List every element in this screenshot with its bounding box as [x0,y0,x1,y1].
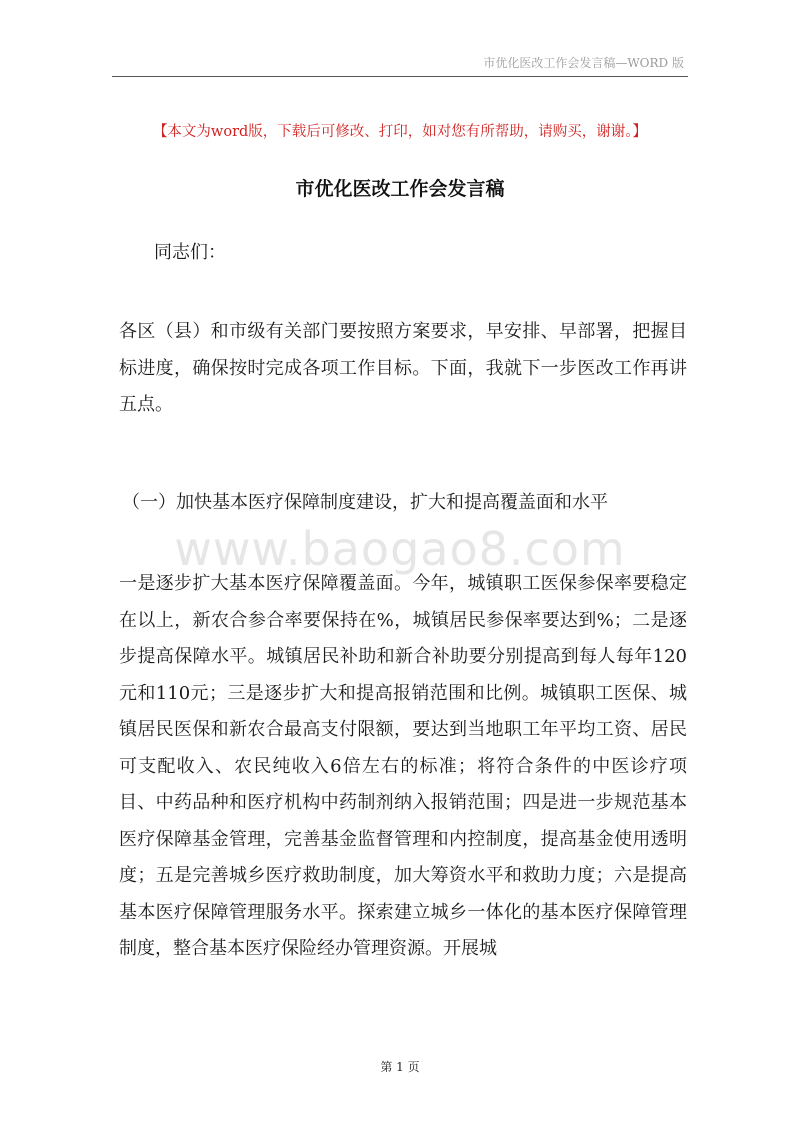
watermark: www.baogao8.com [174,522,626,576]
section-heading-1: （一）加快基本医疗保障制度建设，扩大和提高覆盖面和水平 [122,492,608,513]
page-number: 第 1 页 [380,1060,420,1074]
running-title: 市优化医改工作会发言稿—WORD 版 [483,56,684,70]
purchase-notice: 【本文为word版，下载后可修改、打印，如对您有所帮助，请购买，谢谢。】 [152,124,648,140]
paragraph-intro: 各区（县）和市级有关部门要按照方案要求，早安排、早部署，把握目标进度，确保按时完成各项工作目标。下面，我就下一步医改工作再讲五点。 [119,321,687,415]
paragraph-section-1: 一是逐步扩大基本医疗保障覆盖面。今年，城镇职工医保参保率要稳定在以上，新农合参合率要保持在%，城镇居民参保率要达到%；二是逐步提高保障水平。城镇居民补助和新合补助要分别提高到每人每年120元和110元；三是逐步扩大和提高报销范围和比例。城镇职工医保、城镇居民医保和新农合最高支付限额，要达到当地职工年平均工资、居民可支配收入、农民纯收入6倍左右的标准；将符合条件的中医诊疗项目、中药品种和医疗机构中药制剂纳入报销范围；四是进一步规范基本医疗保障基金管理，完善基金监督管理和内控制度，提高基金使用透明度；五是完善城乡医疗救助制度，加大筹资水平和救助力度；六是提高基本医疗保障管理服务水平。探索建立城乡一体化的基本医疗保障管理制度，整合基本医疗保险经办管理资源。开展城 [119,573,687,959]
page-header [112,54,688,77]
salutation: 同志们： [154,242,226,263]
document-title: 市优化医改工作会发言稿 [295,178,505,200]
